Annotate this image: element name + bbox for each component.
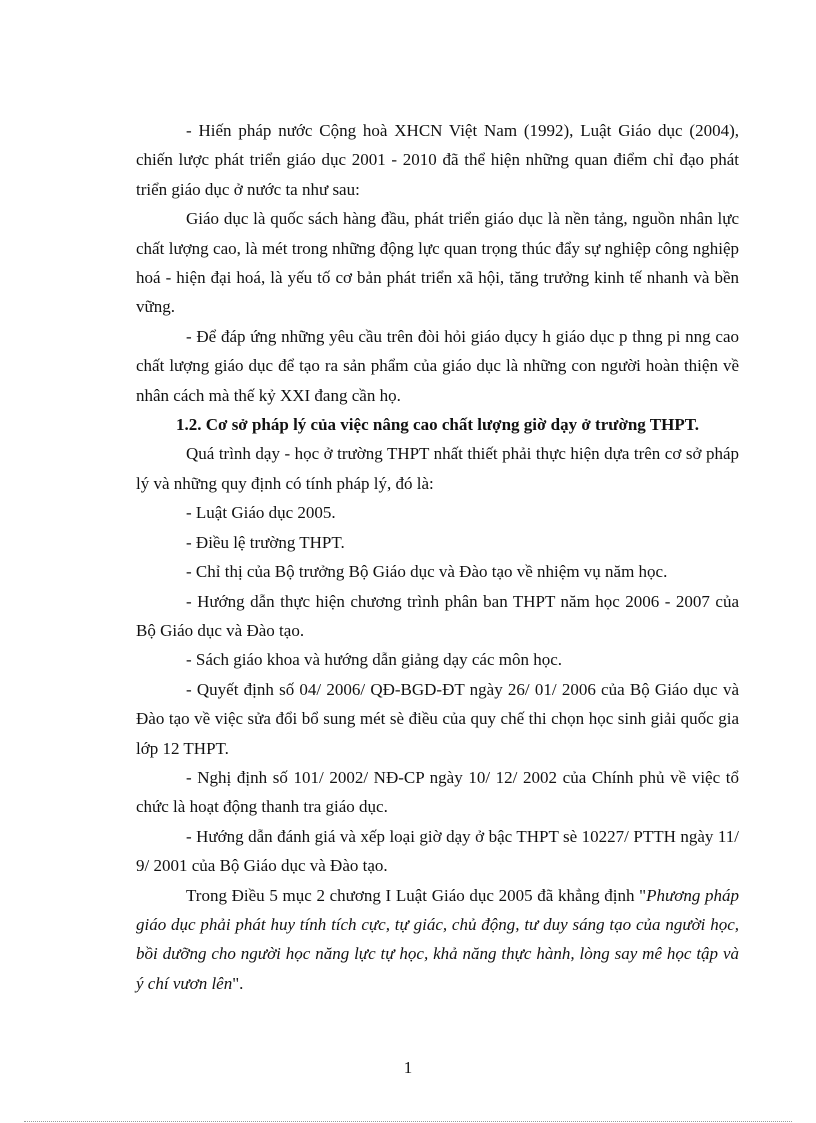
page-bottom-divider xyxy=(24,1121,792,1122)
list-item-evaluation-guidance: - Hướng dẫn đánh giá và xếp loại giờ dạy ở bậc THPT sè 10227/ PTTH ngày 11/ 9/ 2001 của Bộ Giáo dục và Đào tạo. xyxy=(136,826,739,876)
list-item-school-charter: - Điều lệ trường THPT. xyxy=(186,532,345,552)
paragraph-article-5-quote xyxy=(136,881,739,999)
paragraph-requirements: - Để đáp ứng những yêu cầu trên đòi hỏi giáo dụcy h giáo dục p thng pi nng cao chất lượng giáo dục để tạo ra sản phẩm của giáo dục là những con người hoàn thiện về nhân cách mà thế kỷ XXI đang cần họ. xyxy=(136,326,739,405)
paragraph-constitution: - Hiến pháp nước Cộng hoà XHCN Việt Nam (1992), Luật Giáo dục (2004), chiến lược phát triển giáo dục 2001 - 2010 đã thể hiện những quan điểm chỉ đạo phát triển giáo dục ở nước ta như sau: xyxy=(136,121,739,199)
list-item-decree-101: - Nghị định số 101/ 2002/ NĐ-CP ngày 10/ 12/ 2002 của Chính phủ về việc tổ chức là hoạt động thanh tra giáo dục. xyxy=(136,767,739,817)
list-item-textbooks: - Sách giáo khoa và hướng dẫn giảng dạy các môn học. xyxy=(186,650,563,670)
list-item-minister-directive: - Chỉ thị của Bộ trưởng Bộ Giáo dục và Đào tạo về nhiệm vụ năm học. xyxy=(186,562,668,582)
section-heading-1-2: 1.2. Cơ sở pháp lý của việc nâng cao chất lượng giờ dạy ở trường THPT. xyxy=(176,415,700,435)
document-body xyxy=(136,116,739,998)
paragraph-national-policy: Giáo dục là quốc sách hàng đầu, phát triển giáo dục là nền tảng, nguồn nhân lực chất lượng cao, là mét trong những động lực quan trọng thúc đẩy sự nghiệp công nghiệp hoá - hiện đại hoá, là yếu tố cơ bản phát triển xã hội, tăng trưởng kinh tế nhanh và bền vững. xyxy=(136,209,739,317)
quote-close-mark: ". xyxy=(232,973,244,993)
quoted-law-text: Phương pháp giáo dục phải phát huy tính tích cực, tự giác, chủ động, tư duy sáng tạo của người học, bồi dưỡng cho người học năng lực tự học, khả năng thực hành, lòng say mê học tập và ý chí vươn lên xyxy=(136,885,739,993)
list-item-decision-04: - Quyết định số 04/ 2006/ QĐ-BGD-ĐT ngày 26/ 01/ 2006 của Bộ Giáo dục và Đào tạo về việc sửa đổi bổ sung mét sè điều của quy chế thi chọn học sinh giải quốc gia lớp 12 THPT. xyxy=(136,679,739,758)
page-number: 1 xyxy=(403,1058,413,1077)
quote-open-mark: " xyxy=(639,885,647,905)
quote-lead-text: Trong Điều 5 mục 2 chương I Luật Giáo dục 2005 đã khẳng định xyxy=(186,885,640,905)
paragraph-legal-basis-intro: Quá trình dạy - học ở trường THPT nhất thiết phải thực hiện dựa trên cơ sở pháp lý và những quy định có tính pháp lý, đó là: xyxy=(136,444,739,493)
list-item-program-guidance: - Hướng dẫn thực hiện chương trình phân ban THPT năm học 2006 - 2007 của Bộ Giáo dục và Đào tạo. xyxy=(136,591,739,640)
list-item-education-law: - Luật Giáo dục 2005. xyxy=(186,503,336,523)
